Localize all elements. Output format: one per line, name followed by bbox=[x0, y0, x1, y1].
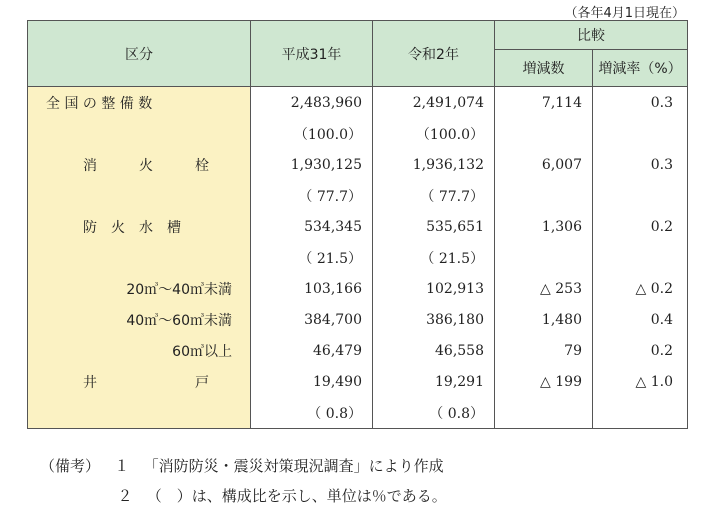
cell-year2: 19,291 bbox=[373, 366, 495, 397]
cell-rate: 0.2 bbox=[593, 211, 688, 242]
header-change-rate: 増減率（%） bbox=[593, 50, 688, 87]
cell-change: △ 253 bbox=[495, 273, 593, 304]
table-row-ratio bbox=[28, 397, 688, 429]
remark-line-1 bbox=[40, 455, 444, 476]
cell-year2: 2,491,074 bbox=[373, 87, 495, 119]
cell-change: 1,306 bbox=[495, 211, 593, 242]
cell-empty bbox=[495, 397, 593, 429]
cell-empty bbox=[593, 397, 688, 429]
cell-year1: 19,490 bbox=[251, 366, 373, 397]
header-year2: 令和2年 bbox=[373, 21, 495, 87]
header-row-1 bbox=[28, 21, 688, 50]
cell-ratio-year1: （ 77.7） bbox=[251, 180, 373, 211]
cell-empty bbox=[495, 180, 593, 211]
date-note: （各年4月1日現在） bbox=[564, 6, 685, 21]
header-change: 増減数 bbox=[495, 50, 593, 87]
cell-ratio-year2: （100.0） bbox=[373, 118, 495, 149]
remark-text-1: 「消防防災・震災対策現況調査」により作成 bbox=[143, 457, 444, 475]
cell-year2: 535,651 bbox=[373, 211, 495, 242]
cell-year2: 1,936,132 bbox=[373, 149, 495, 180]
row-label: 20㎥～40㎥未満 bbox=[28, 273, 251, 304]
remark-line-2 bbox=[108, 485, 447, 506]
header-category: 区分 bbox=[28, 21, 251, 87]
cell-rate: 0.3 bbox=[593, 87, 688, 119]
row-label: 全 国 の 整 備 数 bbox=[28, 87, 251, 119]
cell-empty bbox=[593, 242, 688, 273]
cell-empty bbox=[593, 180, 688, 211]
cell-year1: 384,700 bbox=[251, 304, 373, 335]
cell-year2: 102,913 bbox=[373, 273, 495, 304]
table-row bbox=[28, 87, 688, 119]
table-row-ratio bbox=[28, 118, 688, 149]
cell-change: △ 199 bbox=[495, 366, 593, 397]
cell-rate: △ 1.0 bbox=[593, 366, 688, 397]
table-row-ratio bbox=[28, 242, 688, 273]
cell-change: 79 bbox=[495, 335, 593, 366]
table-row bbox=[28, 211, 688, 242]
row-label: 井 戸 bbox=[28, 366, 251, 397]
remark-num-1: １ bbox=[114, 457, 130, 475]
remark-num-2: ２ bbox=[117, 487, 133, 505]
table-row bbox=[28, 149, 688, 180]
cell-rate: 0.3 bbox=[593, 149, 688, 180]
data-table bbox=[27, 20, 688, 429]
row-label: 40㎥～60㎥未満 bbox=[28, 304, 251, 335]
cell-year1: 2,483,960 bbox=[251, 87, 373, 119]
cell-ratio-year1: （ 21.5） bbox=[251, 242, 373, 273]
row-label: 防 火 水 槽 bbox=[28, 211, 251, 242]
cell-year1: 46,479 bbox=[251, 335, 373, 366]
table-row bbox=[28, 304, 688, 335]
row-label: 消 火 栓 bbox=[28, 149, 251, 180]
cell-ratio-year2: （ 0.8） bbox=[373, 397, 495, 429]
data-table-wrap bbox=[27, 20, 688, 429]
cell-year1: 1,930,125 bbox=[251, 149, 373, 180]
cell-year1: 534,345 bbox=[251, 211, 373, 242]
row-label-empty bbox=[28, 180, 251, 211]
cell-change: 7,114 bbox=[495, 87, 593, 119]
cell-year2: 46,558 bbox=[373, 335, 495, 366]
row-label-empty bbox=[28, 118, 251, 149]
row-label-empty bbox=[28, 397, 251, 429]
cell-empty bbox=[495, 118, 593, 149]
header-compare: 比較 bbox=[495, 21, 688, 50]
table-row bbox=[28, 335, 688, 366]
row-label: 60㎥以上 bbox=[28, 335, 251, 366]
row-label-empty bbox=[28, 242, 251, 273]
cell-rate: 0.4 bbox=[593, 304, 688, 335]
cell-rate: 0.2 bbox=[593, 335, 688, 366]
cell-year2: 386,180 bbox=[373, 304, 495, 335]
cell-ratio-year1: （ 0.8） bbox=[251, 397, 373, 429]
cell-ratio-year2: （ 77.7） bbox=[373, 180, 495, 211]
remark-text-2: （ ）は、構成比を示し、単位は％である。 bbox=[146, 487, 447, 505]
remark-prefix: （備考） bbox=[40, 457, 101, 475]
table-row bbox=[28, 366, 688, 397]
cell-ratio-year2: （ 21.5） bbox=[373, 242, 495, 273]
cell-year1: 103,166 bbox=[251, 273, 373, 304]
cell-rate: △ 0.2 bbox=[593, 273, 688, 304]
cell-change: 6,007 bbox=[495, 149, 593, 180]
cell-empty bbox=[495, 242, 593, 273]
table-row bbox=[28, 273, 688, 304]
table-row-ratio bbox=[28, 180, 688, 211]
cell-change: 1,480 bbox=[495, 304, 593, 335]
cell-ratio-year1: （100.0） bbox=[251, 118, 373, 149]
cell-empty bbox=[593, 118, 688, 149]
header-year1: 平成31年 bbox=[251, 21, 373, 87]
